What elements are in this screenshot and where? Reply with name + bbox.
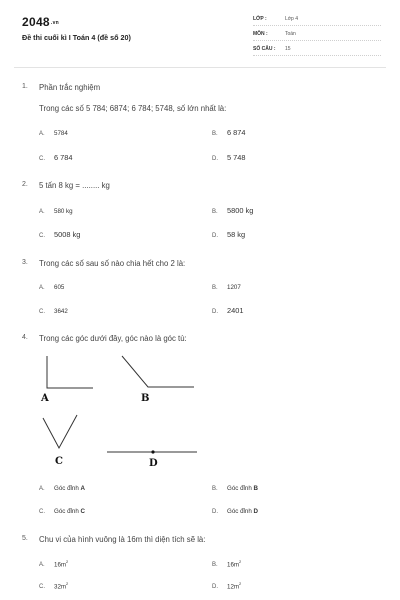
logo-suffix: .vn — [50, 19, 60, 26]
option-text: Góc đỉnh — [227, 508, 254, 515]
option-letter: C. — [39, 509, 45, 515]
option-letter: B. — [212, 486, 218, 492]
option-letter: A. — [39, 285, 45, 291]
option-a[interactable] — [39, 559, 68, 568]
angle-c-acute — [43, 415, 77, 448]
site-logo[interactable] — [22, 15, 59, 29]
option-letter: C. — [39, 584, 45, 591]
option-b[interactable] — [212, 483, 258, 492]
option-text: 5 748 — [227, 153, 246, 162]
option-d[interactable] — [212, 153, 246, 162]
option-a[interactable] — [39, 206, 73, 215]
option-a[interactable] — [39, 128, 68, 137]
option-text: 580 kg — [54, 208, 73, 215]
angle-a-right — [47, 356, 93, 388]
question-text: Trong các số 5 784; 6874; 6 784; 5748, số lớn nhất là: — [39, 104, 227, 113]
option-d[interactable] — [212, 581, 241, 590]
option-c[interactable] — [39, 153, 73, 162]
option-text: Góc đỉnh — [54, 485, 81, 492]
option-b[interactable] — [212, 206, 253, 215]
question-number: 3. — [22, 259, 28, 266]
option-letter: A. — [39, 209, 45, 215]
exam-title: Đề thi cuối kì I Toán 4 (đề số 20) — [22, 33, 131, 42]
option-letter: C. — [39, 309, 45, 315]
option-c[interactable] — [39, 506, 85, 515]
option-letter: C. — [39, 233, 45, 239]
option-b[interactable] — [212, 282, 241, 291]
option-d[interactable] — [212, 230, 245, 239]
exam-header — [0, 0, 400, 64]
option-text: 5008 kg — [54, 230, 81, 239]
option-text: 5800 kg — [227, 206, 254, 215]
meta-subject-value: Toán — [285, 31, 296, 37]
option-superscript: 2 — [66, 559, 69, 564]
option-vertex: D — [253, 508, 258, 515]
option-text: 605 — [54, 284, 65, 291]
option-vertex: A — [80, 485, 85, 492]
option-letter: D. — [212, 156, 218, 162]
option-text: 58 kg — [227, 230, 246, 239]
angle-label-b: B — [141, 393, 150, 404]
question-number: 5. — [22, 535, 28, 542]
meta-class-key: LỚP : — [253, 16, 267, 22]
question-text: Trong các số sau số nào chia hết cho 2 là: — [39, 259, 186, 268]
question-text: Chu vi của hình vuông là 16m thì diện tích sẽ là: — [39, 535, 206, 544]
option-c[interactable] — [39, 306, 68, 315]
option-text: 6 784 — [54, 153, 73, 162]
option-superscript: 2 — [239, 559, 242, 564]
option-b[interactable] — [212, 128, 246, 137]
option-letter: D. — [212, 584, 218, 591]
option-d[interactable] — [212, 506, 258, 515]
question-text: 5 tấn 8 kg = ........ kg — [39, 181, 110, 190]
option-text: 32m — [54, 583, 67, 591]
option-vertex: C — [80, 508, 85, 515]
option-vertex: B — [253, 485, 258, 492]
option-text: 2401 — [227, 306, 244, 315]
option-a[interactable] — [39, 483, 85, 492]
option-letter: D. — [212, 309, 218, 315]
option-text: 3642 — [54, 308, 68, 315]
meta-class-value: Lớp 4 — [285, 16, 299, 22]
logo-text: 2048 — [22, 15, 50, 29]
option-letter: B. — [212, 131, 218, 137]
meta-subject-row — [253, 29, 381, 41]
meta-count-row — [253, 44, 381, 56]
option-b[interactable] — [212, 559, 241, 568]
option-superscript: 2 — [239, 581, 242, 586]
question-text: Trong các góc dưới đây, góc nào là góc tù: — [39, 334, 187, 343]
option-letter: D. — [212, 509, 218, 515]
option-d[interactable] — [212, 306, 243, 315]
option-letter: B. — [212, 285, 218, 291]
option-text: 16m — [227, 561, 240, 569]
option-letter: B. — [212, 209, 218, 215]
meta-class-row — [253, 14, 381, 26]
option-letter: B. — [212, 562, 218, 569]
question-number: 1. — [22, 83, 28, 90]
angle-label-d: D — [149, 458, 158, 469]
option-text: 5784 — [54, 130, 68, 137]
angle-figures — [0, 334, 400, 474]
section-title: Phần trắc nghiệm — [39, 83, 101, 92]
option-text: 12m — [227, 583, 240, 591]
meta-subject-key: MÔN : — [253, 31, 268, 37]
option-letter: A. — [39, 131, 45, 137]
option-letter: A. — [39, 562, 45, 569]
angle-b-obtuse — [122, 356, 194, 387]
option-text: 1207 — [227, 284, 241, 291]
angle-label-a: A — [41, 393, 49, 404]
option-text: 16m — [54, 561, 67, 569]
option-c[interactable] — [39, 230, 80, 239]
header-divider — [14, 67, 386, 68]
angle-d-straight — [107, 450, 197, 453]
option-letter: C. — [39, 156, 45, 162]
angle-label-c: C — [55, 456, 63, 467]
option-superscript: 2 — [66, 581, 69, 586]
option-text: Góc đỉnh — [227, 485, 254, 492]
meta-count-key: SỐ CÂU : — [253, 46, 276, 52]
option-text: 6 874 — [227, 128, 246, 137]
option-letter: D. — [212, 233, 218, 239]
meta-count-value: 15 — [285, 46, 291, 52]
option-a[interactable] — [39, 282, 64, 291]
option-c[interactable] — [39, 581, 68, 590]
question-number: 4. — [22, 334, 28, 341]
option-letter: A. — [39, 486, 45, 492]
question-number: 2. — [22, 181, 28, 188]
option-text: Góc đỉnh — [54, 508, 81, 515]
